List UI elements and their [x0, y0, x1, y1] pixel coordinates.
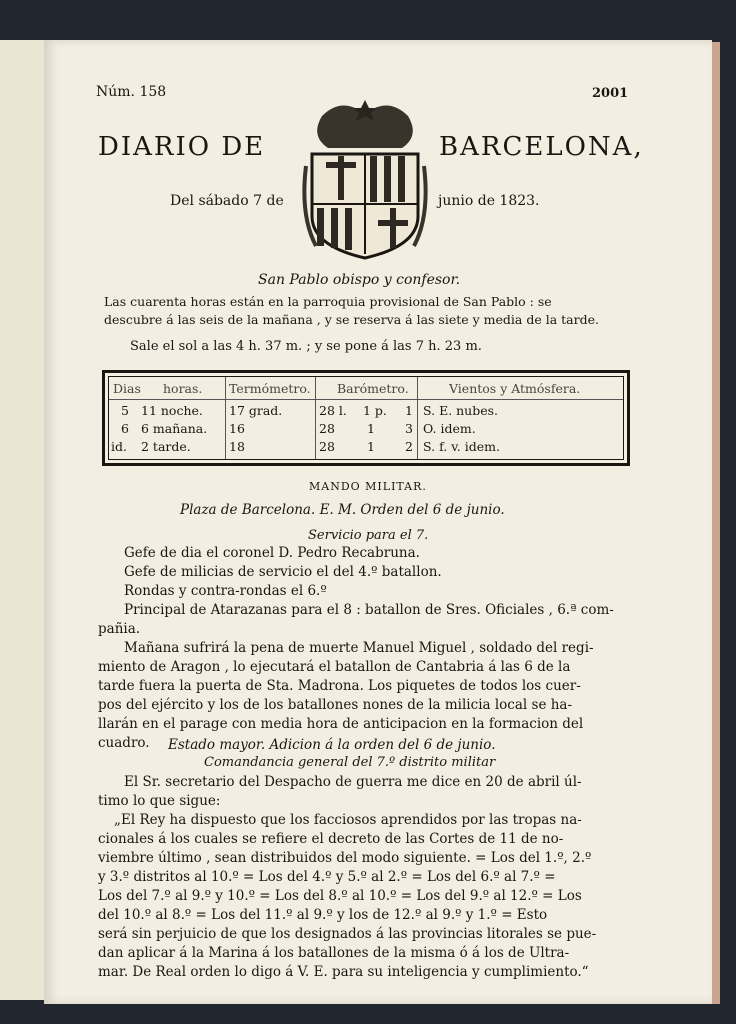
row-baro-b: 1 [367, 421, 375, 436]
order-line: y 3.º distritos al 10.º = Los del 4.º y 5.º al 2.º = Los del 6.º al 7.º = [98, 869, 556, 885]
row-thermo: 16 [229, 421, 245, 436]
saint-of-day: San Pablo obispo y confesor. [258, 272, 461, 288]
forty-hours-line-1: Las cuarenta horas están en la parroquia provisional de San Pablo : se [104, 294, 552, 309]
order-line: viembre último , sean distribuidos del modo siguiente. = Los del 1.º, 2.º [98, 850, 592, 866]
row-thermo: 18 [229, 439, 245, 454]
row-wind: S. E. nubes. [423, 403, 499, 418]
order-line: timo lo que sigue: [98, 793, 221, 809]
header-termometro: Termómetro. [229, 381, 311, 396]
service-line: Gefe de milicias de servicio el del 4.º batallon. [124, 564, 442, 580]
issue-number: Núm. 158 [96, 84, 167, 100]
facing-page [0, 40, 45, 1000]
order-line: será sin perjuicio de que los designados á las provincias litorales se pue- [98, 926, 597, 942]
execution-line: Mañana sufrirá la pena de muerte Manuel Miguel , soldado del regi- [124, 640, 594, 656]
page-edge [712, 42, 720, 1004]
table-divider [225, 377, 226, 459]
order-line: cionales á los cuales se refiere el decreto de las Cortes de 11 de no- [98, 831, 564, 847]
header-dias: Dias [113, 381, 141, 396]
row-baro-a: 28 [319, 421, 335, 436]
header-horas: horas. [163, 381, 203, 396]
newspaper-page [44, 40, 712, 1004]
execution-line: pos del ejército y los de los batallones nones de la milicia local se ha- [98, 697, 573, 713]
row-day: id. [111, 439, 127, 454]
execution-line: miento de Aragon , lo ejecutará el batallon de Cantabria á las 6 de la [98, 659, 571, 675]
estado-heading: Estado mayor. Adicion á la orden del 6 de junio. [168, 737, 496, 753]
row-baro-b: 1 p. [363, 403, 387, 418]
execution-line: cuadro. [98, 735, 150, 751]
row-baro-c: 3 [405, 421, 413, 436]
masthead-title-left: DIARIO DE [98, 132, 266, 162]
execution-line: tarde fuera la puerta de Sta. Madrona. Los piquetes de todos los cuer- [98, 678, 581, 694]
table-divider [315, 377, 316, 459]
row-baro-a: 28 [319, 439, 335, 454]
row-wind: S. f. v. idem. [423, 439, 500, 454]
row-day: 5 [121, 403, 129, 418]
order-line: Los del 7.º al 9.º y 10.º = Los del 8.º al 10.º = Los del 9.º al 12.º = Los [98, 888, 582, 904]
row-day: 6 [121, 421, 129, 436]
section-heading-mando: MANDO MILITAR. [309, 480, 427, 493]
order-line: „El Rey ha dispuesto que los facciosos aprendidos por las tropas na- [114, 812, 582, 828]
table-divider [417, 377, 418, 459]
row-wind: O. idem. [423, 421, 476, 436]
masthead-title-right: BARCELONA, [439, 132, 644, 162]
row-hour: 11 noche. [141, 403, 203, 418]
sun-times: Sale el sol a las 4 h. 37 m. ; y se pone á las 7 h. 23 m. [130, 339, 482, 354]
row-hour: 2 tarde. [141, 439, 191, 454]
servicio-heading: Servicio para el 7. [308, 528, 429, 543]
date-left: Del sábado 7 de [170, 193, 284, 209]
order-line: mar. De Real orden lo digo á V. E. para su inteligencia y cumplimiento.“ [98, 964, 589, 980]
row-baro-a: 28 l. [319, 403, 347, 418]
row-baro-c: 1 [405, 403, 413, 418]
order-line: del 10.º al 8.º = Los del 11.º al 9.º y los de 12.º al 9.º y 1.º = Esto [98, 907, 548, 923]
order-line: El Sr. secretario del Despacho de guerra me dice en 20 de abril úl- [124, 774, 582, 790]
coat-of-arms-icon [302, 96, 428, 262]
date-right: junio de 1823. [438, 193, 540, 209]
row-thermo: 17 grad. [229, 403, 283, 418]
weather-table [102, 370, 630, 466]
service-line: Gefe de dia el coronel D. Pedro Recabruna. [124, 545, 420, 561]
page-number: 2001 [592, 86, 629, 101]
row-baro-b: 1 [367, 439, 375, 454]
service-line: Principal de Atarazanas para el 8 : batallon de Sres. Oficiales , 6.ª com- [124, 602, 614, 618]
service-line: pañia. [98, 621, 141, 637]
table-header-rule [109, 399, 623, 400]
service-line: Rondas y contra-rondas el 6.º [124, 583, 327, 599]
row-baro-c: 2 [405, 439, 413, 454]
order-line: dan aplicar á la Marina á los batallones de la misma ó á los de Ultra- [98, 945, 570, 961]
header-vientos: Vientos y Atmósfera. [449, 381, 581, 396]
row-hour: 6 mañana. [141, 421, 208, 436]
comandancia-heading: Comandancia general del 7.º distrito militar [204, 755, 496, 770]
header-barometro: Barómetro. [337, 381, 409, 396]
plaza-heading: Plaza de Barcelona. E. M. Orden del 6 de junio. [180, 502, 505, 518]
forty-hours-line-2: descubre á las seis de la mañana , y se reserva á las siete y media de la tarde. [104, 312, 599, 327]
execution-line: llarán en el parage con media hora de anticipacion en la formacion del [98, 716, 584, 732]
